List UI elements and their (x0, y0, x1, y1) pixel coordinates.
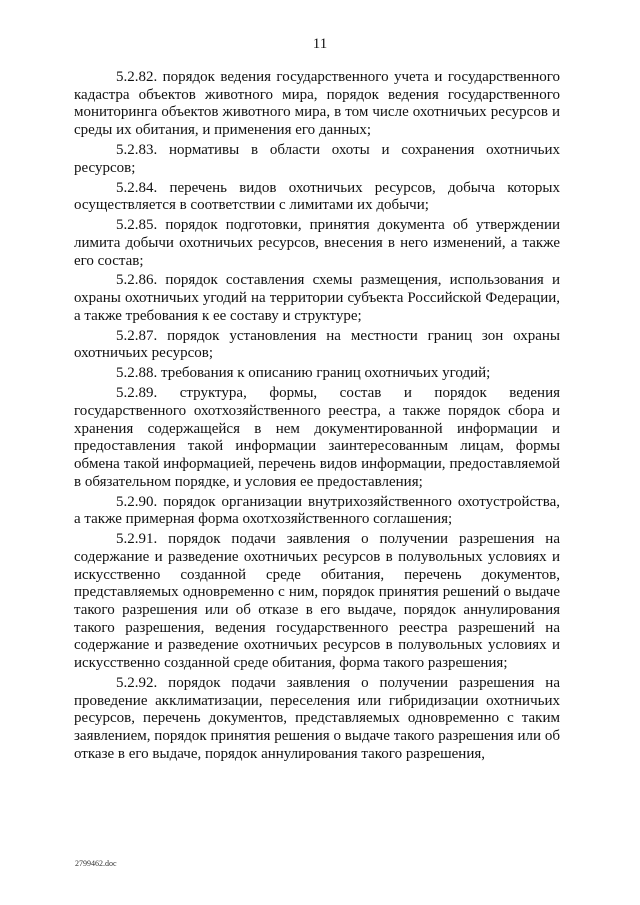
paragraph-5-2-92: 5.2.92. порядок подачи заявления о получении разрешения на проведение акклиматизации, переселения или гибридизации охотничьих ресурсов, перечень документов, представляемых одновременно с таким заявлением, порядок принятия решения о выдаче такого разрешения или об отказе в его выдаче, порядок аннулирования такого разрешения, (74, 675, 560, 762)
file-name-footer: 2799462.doc (75, 859, 117, 868)
paragraph-5-2-87: 5.2.87. порядок установления на местности границ зон охраны охотничьих ресурсов; (74, 327, 560, 362)
paragraph-5-2-85: 5.2.85. порядок подготовки, принятия документа об утверждении лимита добычи охотничьих ресурсов, внесения в него изменений, а также его состав; (74, 217, 560, 269)
paragraph-5-2-82: 5.2.82. порядок ведения государственного учета и государственного кадастра объектов животного мира, порядок ведения государственного мониторинга объектов животного мира, в том числе охотничьих ресурсов и среды их обитания, и применения его данных; (74, 69, 560, 139)
page-number: 11 (312, 36, 328, 52)
document-body (74, 69, 560, 766)
paragraph-5-2-90: 5.2.90. порядок организации внутрихозяйственного охотустройства, а также примерная форма охотхозяйственного соглашения; (74, 493, 560, 528)
paragraph-5-2-84: 5.2.84. перечень видов охотничьих ресурсов, добыча которых осуществляется в соответствии с лимитами их добычи; (74, 179, 560, 214)
paragraph-5-2-83: 5.2.83. нормативы в области охоты и сохранения охотничьих ресурсов; (74, 142, 560, 176)
paragraph-5-2-89: 5.2.89. структура, формы, состав и порядок ведения государственного охотхозяйственного реестра, а также порядок сбора и хранения содержащейся в нем документированной информации и предоставления такой информации заинтересованным лицам, формы обмена такой информацией, перечень видов информации, предоставляемой в обязательном порядке, и условия ее предоставления; (74, 385, 560, 490)
paragraph-5-2-86: 5.2.86. порядок составления схемы размещения, использования и охраны охотничьих угодий на территории субъекта Российской Федерации, а также требования к ее составу и структуре; (74, 272, 560, 324)
paragraph-5-2-91: 5.2.91. порядок подачи заявления о получении разрешения на содержание и разведение охотничьих ресурсов в полувольных условиях и искусственно созданной среде обитания, перечень документов, представляемых одновременно с ним, порядок принятия решений о выдаче такого разрешения или об отказе в его выдаче, порядок аннулирования такого разрешения, ведения государственного реестра разрешений на содержание и разведение охотничьих ресурсов в полувольных условиях и искусственно созданной среде обитания, форма такого разрешения; (74, 531, 560, 672)
paragraph-5-2-88: 5.2.88. требования к описанию границ охотничьих угодий; (116, 365, 491, 382)
